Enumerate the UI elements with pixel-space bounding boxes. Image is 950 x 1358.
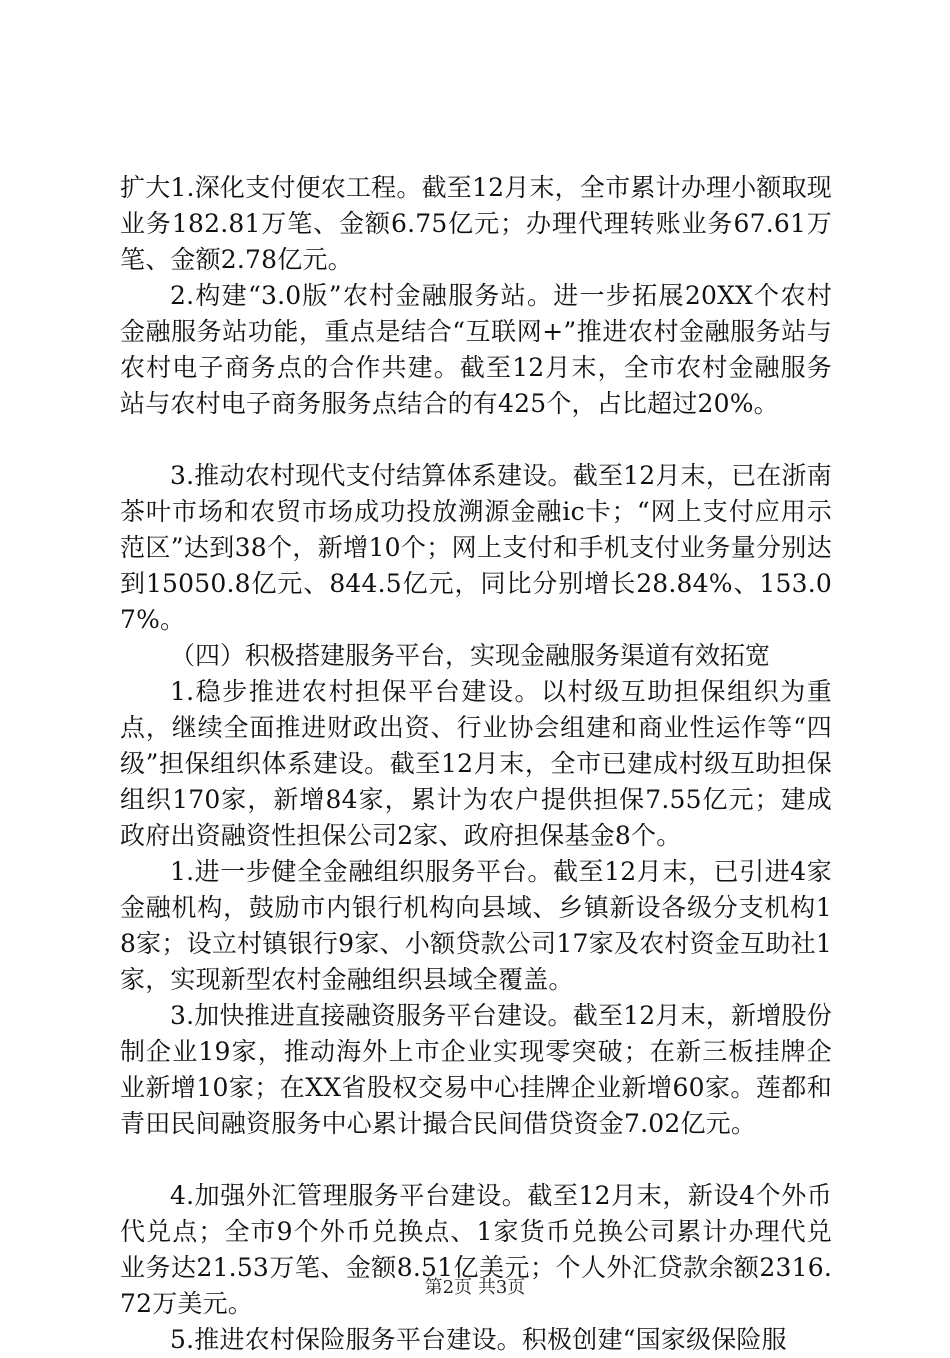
paragraph-1: 扩大1.深化支付便农工程。截至12月末，全市累计办理小额取现业务182.81万笔、金额6.75亿元；办理代理转账业务67.61万笔、金额2.78亿元。 [120,173,832,274]
paragraph-2: 2.构建“3.0版”农村金融服务站。进一步拓展20XX个农村金融服务站功能，重点是结合“互联网+”推进农村金融服务站与农村电子商务点的合作共建。截至12月末，全市农村金融服务站与农村电子商务服务点结合的有425个，占比超过20%。 [120,281,832,418]
blank-line [120,422,832,458]
paragraph-8: 5.推进农村保险服务平台建设。积极创建“国家级保险服 [170,1325,787,1354]
section-heading: （四）积极搭建服务平台，实现金融服务渠道有效拓宽 [170,641,771,670]
document-body [120,170,832,1358]
blank-line [120,1142,832,1178]
paragraph-5: 1.进一步健全金融组织服务平台。截至12月末，已引进4家金融机构，鼓励市内银行机构向县域、乡镇新设各级分支机构18家；设立村镇银行9家、小额贷款公司17家及农村资金互助社1家，实现新型农村金融组织县域全覆盖。 [120,857,832,994]
paragraph-7: 4.加强外汇管理服务平台建设。截至12月末，新设4个外币代兑点；全市9个外币兑换点、1家货币兑换公司累计办理代兑业务达21.53万笔、金额8.51亿美元；个人外汇贷款余额2316.72万美元。 [120,1181,832,1318]
paragraph-3: 3.推动农村现代支付结算体系建设。截至12月末，已在浙南茶叶市场和农贸市场成功投放溯源金融ic卡；“网上支付应用示范区”达到38个，新增10个；网上支付和手机支付业务量分别达到15050.8亿元、844.5亿元，同比分别增长28.84%、153.07%。 [120,461,832,634]
paragraph-6: 3.加快推进直接融资服务平台建设。截至12月末，新增股份制企业19家，推动海外上市企业实现零突破；在新三板挂牌企业新增10家；在XX省股权交易中心挂牌企业新增60家。莲都和青田民间融资服务中心累计撮合民间借贷资金7.02亿元。 [120,1001,832,1138]
paragraph-4: 1.稳步推进农村担保平台建设。以村级互助担保组织为重点，继续全面推进财政出资、行业协会组建和商业性运作等“四级”担保组织体系建设。截至12月末，全市已建成村级互助担保组织170家，新增84家，累计为农户提供担保7.55亿元；建成政府出资融资性担保公司2家、政府担保基金8个。 [120,677,832,850]
page-number-footer: 第2页 共3页 [424,1277,526,1298]
